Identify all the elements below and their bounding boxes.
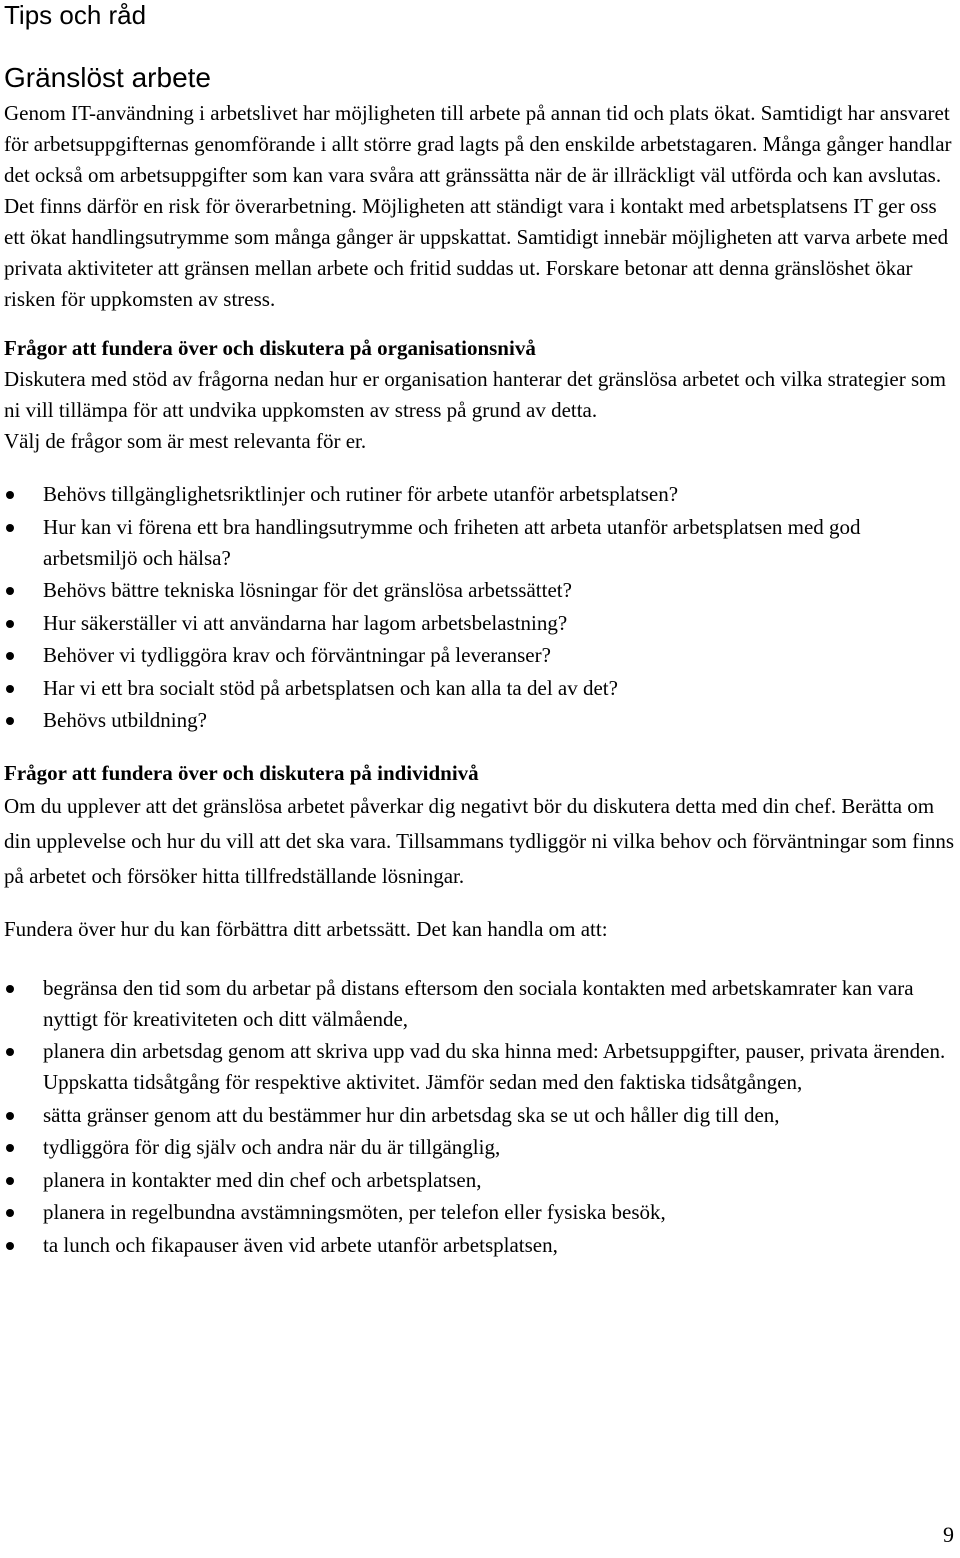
bullet-icon [6, 985, 14, 993]
individual-tip-list [4, 973, 956, 1261]
section-label: Tips och råd [4, 0, 147, 30]
list-item [4, 512, 956, 574]
list-item-text: planera in kontakter med din chef och arbetsplatsen, [43, 1167, 482, 1192]
list-item-text: planera in regelbundna avstämningsmöten, per telefon eller fysiska besök, [43, 1200, 666, 1224]
list-item-text: tydliggöra för dig själv och andra när du är tillgänglig, [43, 1135, 501, 1159]
intro-paragraph: Genom IT-användning i arbetslivet har möjligheten till arbete på annan tid och plats ökat. Samtidigt har ansvaret för arbetsuppgifternas genomförande i allt större grad lagts på den enskilde arbetstagaren. Många gånger handlar det också om arbetsuppgifter som kan vara svåra att gränssätta när de är illräckligt väl utförda och kan avslutas. Det finns därför en risk för överarbetning. Möjligheten att ständigt vara i kontakt med arbetsplatsens IT ger oss ett ökat handlingsutrymme som många gånger är uppskattat. Samtidigt innebär möjligheten att varva arbete med privata aktiviteter att gränsen mellan arbete och fritid suddas ut. Forskare betonar att denna gränslöshet ökar risken för uppkomsten av stress. [4, 101, 952, 311]
list-item-text: Behöver vi tydliggöra krav och förväntningar på leveranser? [43, 643, 551, 667]
organisation-instruction: Välj de frågor som är mest relevanta för er. [4, 429, 367, 453]
individual-lead: Fundera över hur du kan förbättra ditt arbetssätt. Det kan handla om att: [4, 916, 608, 941]
organisation-heading: Frågor att fundera över och diskutera på organisationsnivå [4, 336, 536, 360]
bullet-icon [6, 685, 14, 693]
list-item-text: planera din arbetsdag genom att skriva upp vad du ska hinna med: Arbetsuppgifter, pauser, privata ärenden. Uppskatta tidsåtgång för respektive aktivitet. Jämför sedan med den faktiska tidsåtgången, [43, 1039, 946, 1094]
bullet-icon [6, 1242, 14, 1250]
list-item [4, 1230, 956, 1261]
page-number: 9 [943, 1522, 954, 1547]
bullet-icon [6, 587, 14, 595]
list-item-text: Har vi ett bra socialt stöd på arbetsplatsen och kan alla ta del av det? [43, 675, 618, 700]
bullet-icon [6, 1209, 14, 1217]
list-item [4, 1165, 956, 1196]
list-item [4, 705, 956, 736]
list-item [4, 1036, 956, 1098]
list-item [4, 1132, 956, 1163]
individual-heading: Frågor att fundera över och diskutera på individnivå [4, 760, 479, 785]
list-item-text: Behövs bättre tekniska lösningar för det gränslösa arbetssättet? [43, 578, 572, 602]
bullet-icon [6, 1112, 14, 1120]
document-page [4, 0, 956, 1262]
list-item [4, 479, 956, 510]
list-item [4, 640, 956, 671]
list-item-text: begränsa den tid som du arbetar på distans eftersom den sociala kontakten med arbetskamrater kan vara nyttigt för kreativiteten och ditt välmående, [43, 975, 914, 1031]
list-item [4, 575, 956, 606]
list-item-text: Behövs tillgänglighetsriktlinjer och rutiner för arbete utanför arbetsplatsen? [43, 482, 679, 506]
list-item [4, 673, 956, 704]
bullet-icon [6, 620, 14, 628]
list-item-text: ta lunch och fikapauser även vid arbete utanför arbetsplatsen, [43, 1232, 558, 1257]
bullet-icon [6, 717, 14, 725]
bullet-icon [6, 491, 14, 499]
list-item-text: Hur kan vi förena ett bra handlingsutrymme och friheten att arbeta utanför arbetsplatsen med god arbetsmiljö och hälsa? [43, 514, 861, 570]
page-title: Gränslöst arbete [4, 62, 211, 93]
bullet-icon [6, 524, 14, 532]
bullet-icon [6, 1048, 14, 1056]
bullet-icon [6, 652, 14, 660]
list-item [4, 1197, 956, 1228]
organisation-question-list [4, 479, 956, 736]
individual-paragraph: Om du upplever att det gränslösa arbetet påverkar dig negativt bör du diskutera detta med din chef. Berätta om din upplevelse och hur du vill att det ska vara. Tillsammans tydliggör ni vilka behov och förväntningar som finns på arbetet och försöker hitta tillfredställande lösningar. [4, 793, 955, 888]
bullet-icon [6, 1177, 14, 1185]
bullet-icon [6, 1144, 14, 1152]
list-item-text: Behövs utbildning? [43, 708, 207, 732]
list-item [4, 973, 956, 1035]
list-item-text: sätta gränser genom att du bestämmer hur din arbetsdag ska se ut och håller dig till den, [43, 1102, 780, 1127]
list-item [4, 608, 956, 639]
organisation-paragraph: Diskutera med stöd av frågorna nedan hur er organisation hanterar det gränslösa arbetet och vilka strategier som ni vill tillämpa för att undvika uppkomsten av stress på grund av detta. [4, 367, 946, 422]
list-item [4, 1100, 956, 1131]
list-item-text: Hur säkerställer vi att användarna har lagom arbetsbelastning? [43, 610, 568, 635]
